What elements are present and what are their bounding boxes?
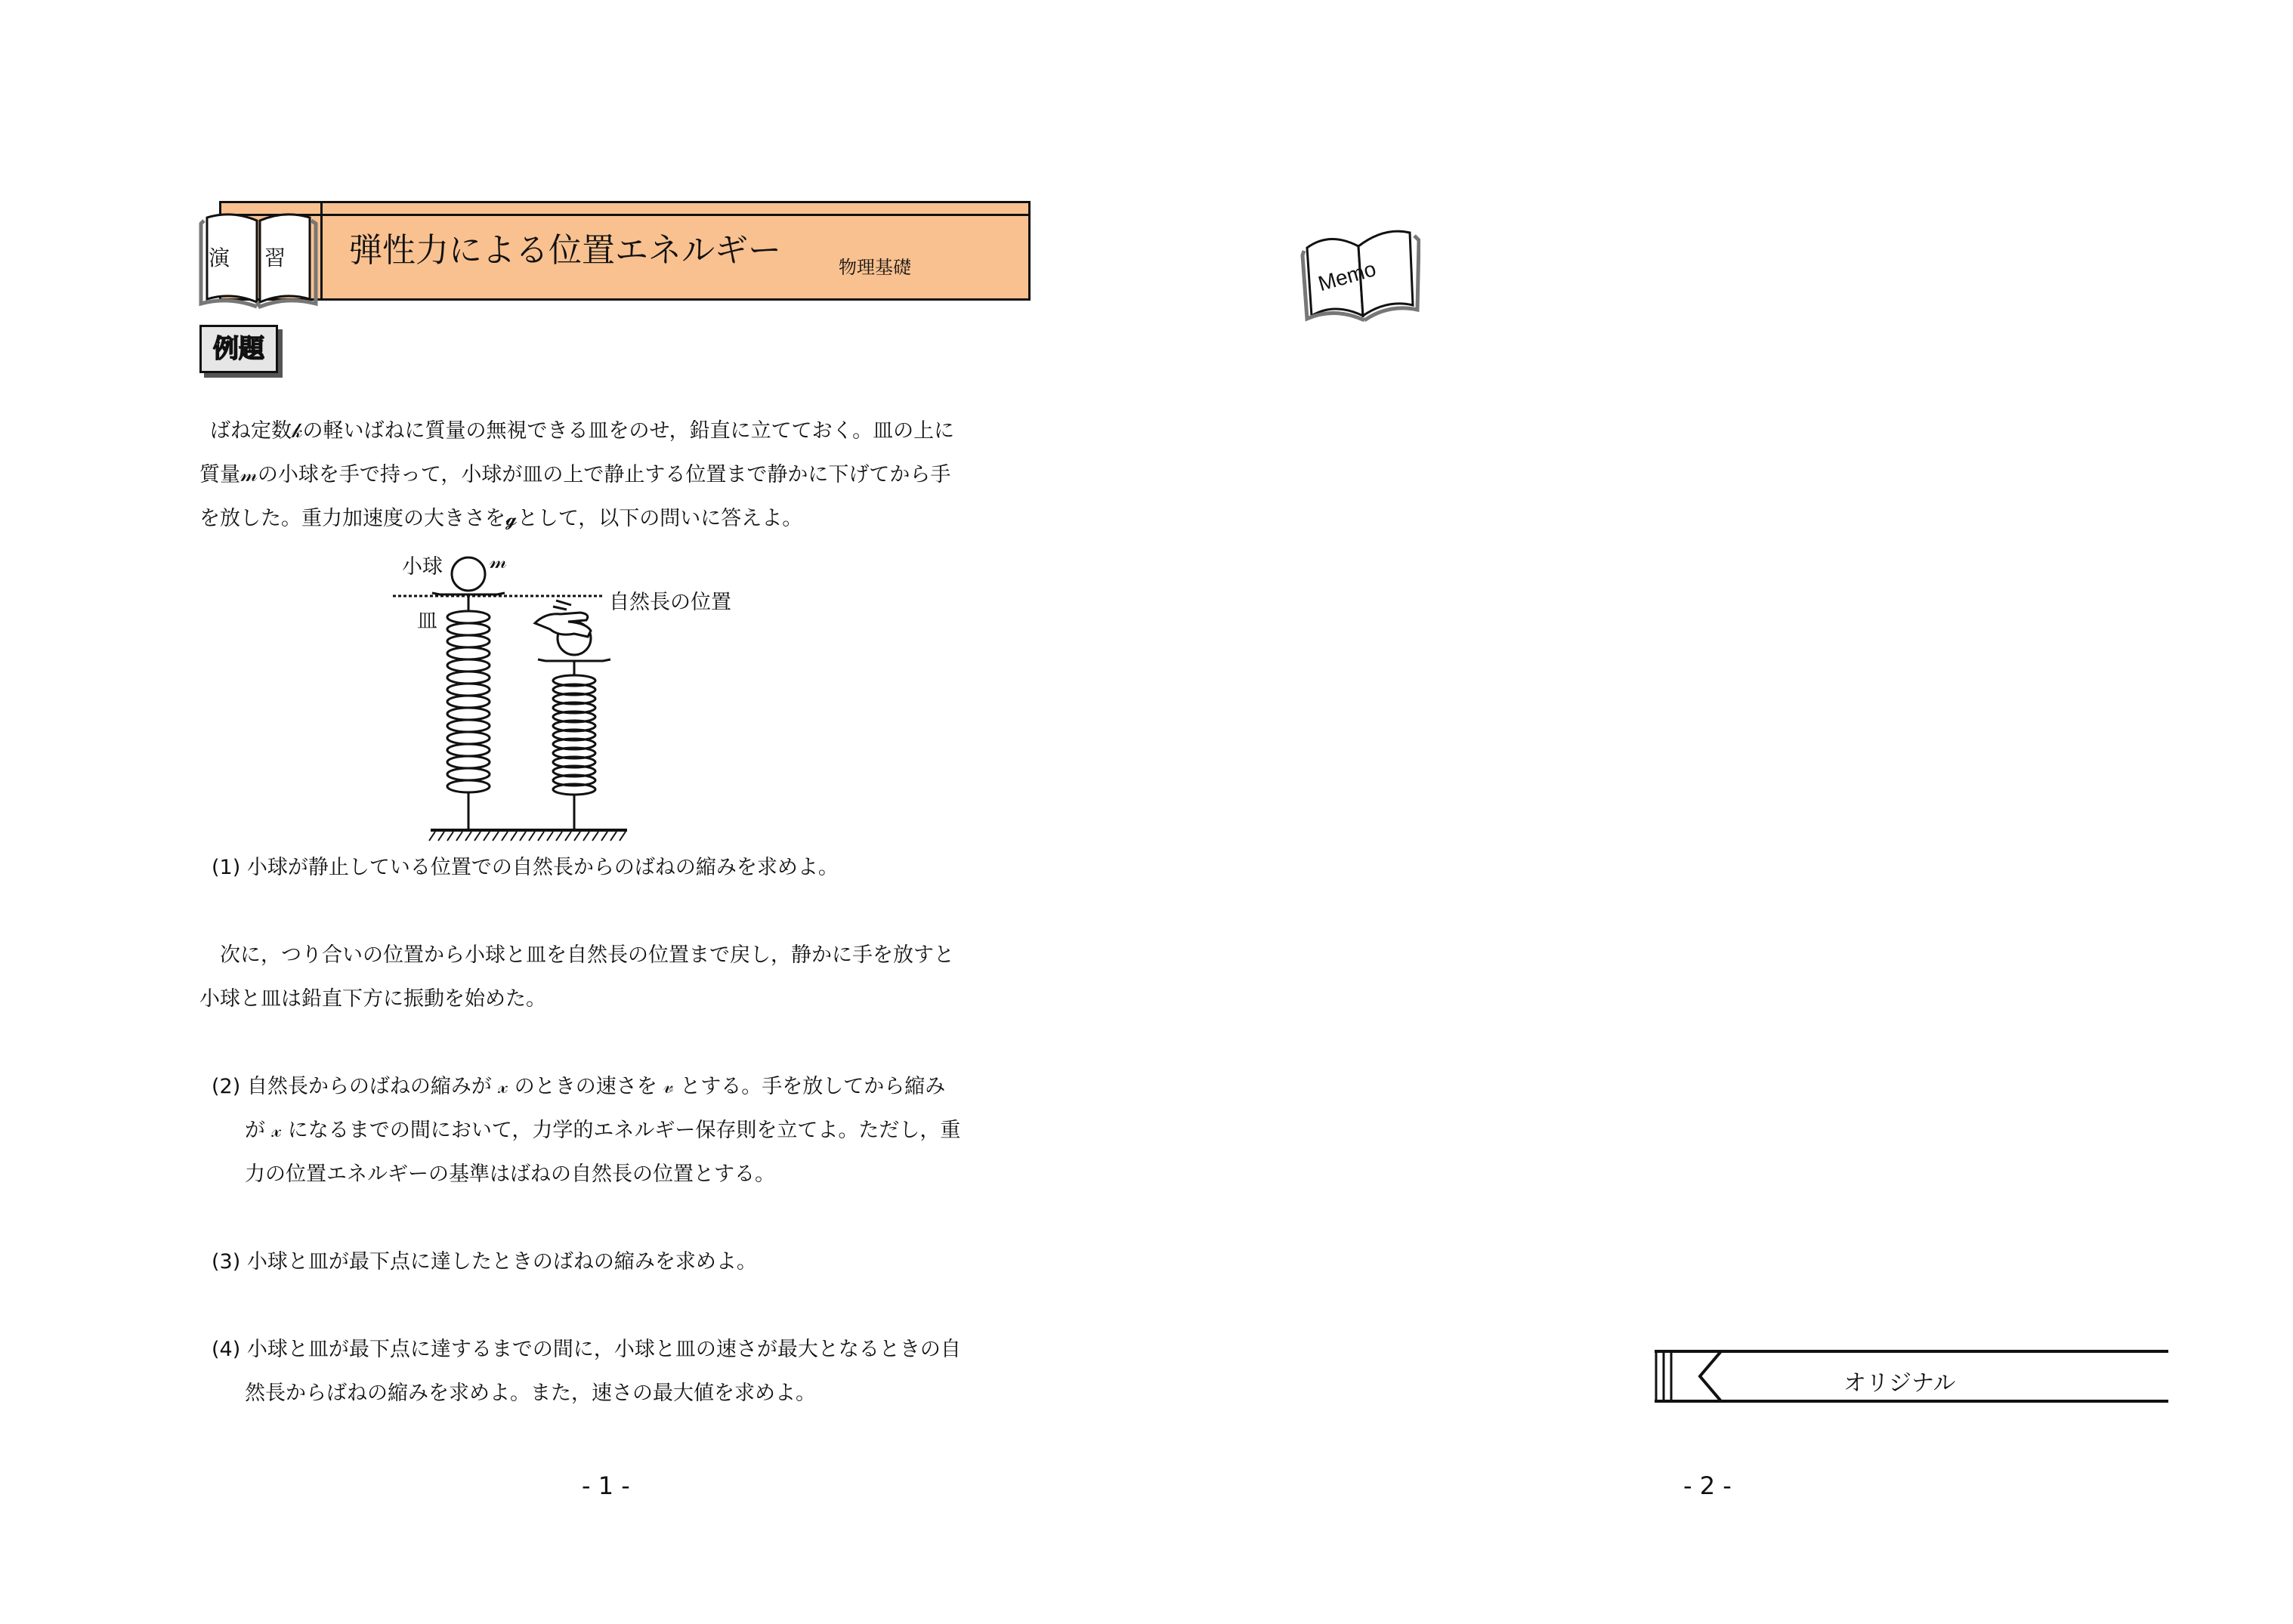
- original-label: オリジナル: [1843, 1370, 1956, 1397]
- page-title: 弾性力による位置エネルギー: [349, 231, 781, 270]
- natural-length-label: 自然長の位置: [609, 591, 731, 614]
- intro-line-1: ばね定数𝓀の軽いばねに質量の無視できる皿をのせ，鉛直に立てておく。皿の上に: [210, 419, 955, 443]
- question-2-line-3: 力の位置エネルギーの基準はばねの自然長の位置とする。: [245, 1162, 775, 1186]
- subject-label: 物理基礎: [839, 257, 911, 278]
- example-label: 例題: [199, 325, 278, 373]
- page-number-left: - 1 -: [582, 1471, 630, 1500]
- question-1: (1) 小球が静止している位置での自然長からのばねの縮みを求めよ。: [212, 856, 839, 879]
- badge-char-en: 演: [209, 245, 230, 270]
- header-top-line: [221, 214, 1028, 216]
- question-3: (3) 小球と皿が最下点に達したときのばねの縮みを求めよ。: [212, 1250, 757, 1274]
- memo-book-icon: [1299, 224, 1420, 322]
- header-divider: [320, 203, 323, 298]
- question-2-line-2: が 𝓍 になるまでの間において，力学的エネルギー保存則を立てよ。ただし，重: [245, 1119, 961, 1142]
- mass-symbol: 𝓂: [490, 550, 507, 573]
- middle-line-1: 次に，つり合いの位置から小球と皿を自然長の位置まで戻し，静かに手を放すと: [199, 943, 954, 967]
- page-number-right: - 2 -: [1683, 1471, 1732, 1500]
- intro-line-2: 質量𝓂の小球を手で持って，小球が皿の上で静止する位置まで静かに下げてから手: [199, 463, 951, 486]
- memo-label: Memo: [1315, 257, 1379, 296]
- badge-char-shu: 習: [264, 245, 286, 270]
- question-2-line-1: (2) 自然長からのばねの縮みが 𝓍 のときの速さを 𝓋 とする。手を放してから縮み: [212, 1075, 946, 1098]
- question-4-line-2: 然長からばねの縮みを求めよ。また，速さの最大値を求めよ。: [245, 1382, 816, 1405]
- question-4-line-1: (4) 小球と皿が最下点に達するまでの間に，小球と皿の速さが最大となるときの自: [212, 1338, 961, 1361]
- dish-label: 皿: [417, 610, 437, 633]
- ball-label: 小球: [402, 555, 443, 579]
- intro-line-3: を放した。重力加速度の大きさを𝓰として，以下の問いに答えよ。: [199, 507, 803, 530]
- middle-line-2: 小球と皿は鉛直下方に振動を始めた。: [199, 987, 546, 1011]
